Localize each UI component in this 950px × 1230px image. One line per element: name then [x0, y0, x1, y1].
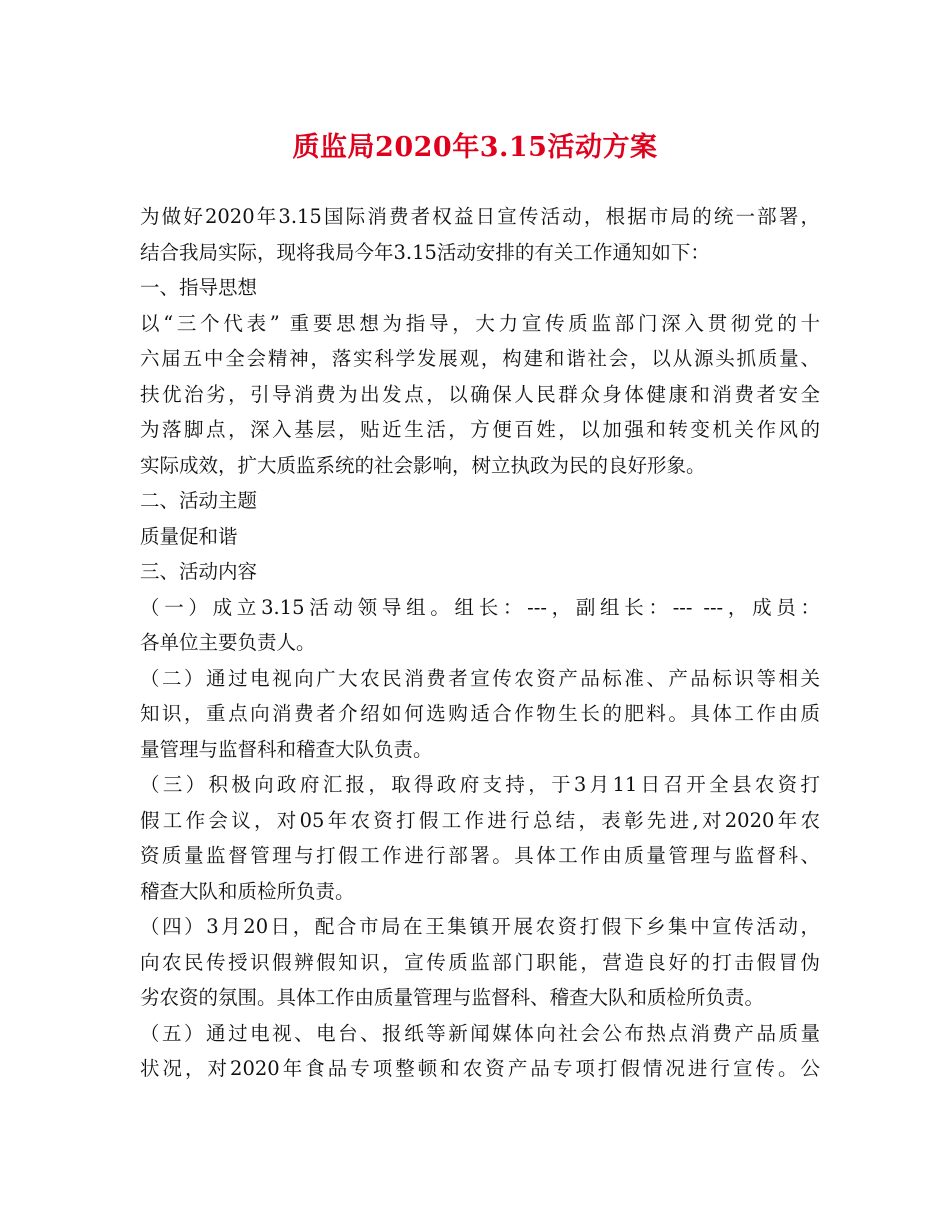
text-line: （二）通过电视向广大农民消费者宣传农资产品标准、产品标识等相关 [140, 666, 820, 690]
text-line: 实际成效，扩大质监系统的社会影响，树立执政为民的良好形象。 [140, 453, 706, 477]
text-line: （五）通过电视、电台、报纸等新闻媒体向社会公布热点消费产品质量 [140, 1021, 820, 1045]
paragraph-item-2 [140, 661, 820, 768]
text-line: 量管理与监督科和稽查大队负责。 [140, 737, 433, 761]
paragraph-guiding-thought-body [140, 306, 820, 484]
text-line: 向农民传授识假辨假知识，宣传质监部门职能，营造良好的打击假冒伪 [140, 950, 820, 974]
text-line: 以“三个代表” 重要思想为指导，大力宣传质监部门深入贯彻党的十 [140, 311, 820, 335]
text-line: 一、指导思想 [140, 276, 258, 299]
paragraph-item-3 [140, 767, 820, 909]
text-line: 资质量监督管理与打假工作进行部署。具体工作由质量管理与监督科、 [140, 844, 820, 867]
paragraph-item-4 [140, 909, 820, 1016]
paragraph-heading-activity-theme [140, 483, 820, 519]
document-title: 质监局2020年3.15活动方案 [292, 132, 658, 163]
text-line: 质量促和谐 [140, 524, 238, 548]
text-line: 为落脚点，深入基层，贴近生活，方便百姓，以加强和转变机关作风的 [140, 418, 820, 441]
text-line: 稽查大队和质检所负责。 [140, 879, 355, 903]
text-line: 状况，对2020年食品专项整顿和农资产品专项打假情况进行宣传。公 [140, 1057, 820, 1080]
text-line: 二、活动主题 [140, 489, 258, 512]
text-line: 各单位主要负责人。 [140, 631, 316, 654]
text-line: （四）3月20日，配合市局在王集镇开展农资打假下乡集中宣传活动， [140, 915, 820, 938]
document-body [140, 199, 820, 1087]
text-line: 结合我局实际，现将我局今年3.15活动安排的有关工作通知如下： [140, 240, 710, 264]
text-line: 六届五中全会精神，落实科学发展观，构建和谐社会，以从源头抓质量、 [140, 347, 820, 370]
text-line: 为做好2020年3.15国际消费者权益日宣传活动，根据市局的统一部署， [140, 205, 820, 228]
paragraph-item-1 [140, 590, 820, 661]
text-line: 知识，重点向消费者介绍如何选购适合作物生长的肥料。具体工作由质 [140, 702, 820, 725]
text-line: 扶优治劣，引导消费为出发点，以确保人民群众身体健康和消费者安全 [140, 382, 820, 406]
text-line: （一）成立3.15活动领导组。组长：---，副组长：--- ---，成员： [140, 595, 820, 619]
paragraph-intro [140, 199, 820, 270]
text-line: 三、活动内容 [140, 560, 258, 583]
text-line: （三）积极向政府汇报，取得政府支持，于3月11日召开全县农资打 [140, 773, 820, 796]
paragraph-heading-activity-content [140, 554, 820, 590]
text-line: 劣农资的氛围。具体工作由质量管理与监督科、稽查大队和质检所负责。 [140, 986, 765, 1009]
paragraph-item-5 [140, 1016, 820, 1087]
paragraph-activity-theme-body [140, 519, 820, 555]
paragraph-heading-guiding-thought [140, 270, 820, 306]
text-line: 假工作会议，对05年农资打假工作进行总结，表彰先进,对2020年农 [140, 808, 820, 832]
